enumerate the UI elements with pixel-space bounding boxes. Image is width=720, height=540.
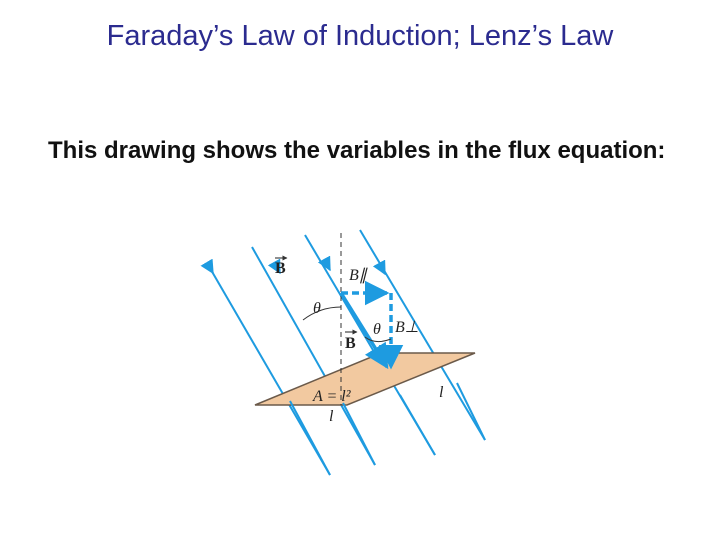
slide-body-text: This drawing shows the variables in the flux equation: (48, 137, 666, 164)
field-arrow (207, 263, 213, 273)
side-label-right: l (439, 384, 444, 401)
field-arrow (379, 263, 385, 274)
field-line (207, 263, 330, 475)
field-line (457, 383, 485, 440)
theta-arc-top (303, 307, 341, 320)
b-perp-label: B⊥ (395, 319, 419, 336)
b-parallel-label: B∥ (349, 267, 367, 284)
area-label: A = l² (313, 388, 351, 405)
flux-diagram (195, 225, 515, 485)
theta-label-mid: θ (373, 321, 381, 338)
b-vector-label-mid: B (345, 335, 356, 352)
field-line (400, 395, 435, 455)
side-label-bottom: l (329, 408, 334, 425)
slide-title: Faraday’s Law of Induction; Lenz’s Law (106, 20, 614, 52)
field-line (290, 401, 330, 475)
field-line (343, 403, 375, 465)
flux-diagram-svg (195, 225, 515, 485)
theta-label-top: θ (313, 300, 321, 317)
b-vector-label-top: B (275, 260, 286, 277)
